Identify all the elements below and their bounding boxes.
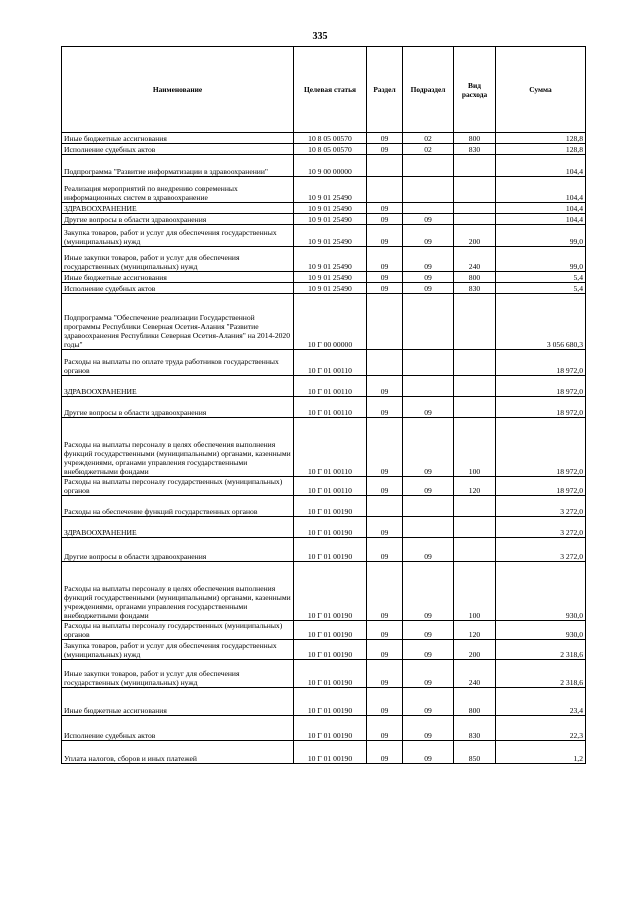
- cell-section: [367, 350, 403, 376]
- cell-amount: 128,8: [496, 144, 586, 155]
- table-header-row: [62, 47, 586, 133]
- cell-amount: 18 972,0: [496, 418, 586, 477]
- cell-target: 10 9 01 25490: [294, 272, 367, 283]
- cell-expense-type: 240: [454, 247, 496, 272]
- cell-subsection: 09: [403, 225, 454, 247]
- header-expense-type: Вид расхода: [454, 47, 496, 133]
- cell-amount: 104,4: [496, 177, 586, 203]
- table-row: [62, 283, 586, 294]
- cell-subsection: [403, 517, 454, 538]
- cell-name: Закупка товаров, работ и услуг для обеспечения государственных (муниципальных) нужд: [62, 225, 294, 247]
- cell-amount: 3 272,0: [496, 538, 586, 562]
- cell-target: 10 Г 01 00110: [294, 477, 367, 496]
- cell-subsection: 09: [403, 741, 454, 764]
- cell-target: 10 8 05 00570: [294, 133, 367, 144]
- header-name: Наименование: [62, 47, 294, 133]
- cell-section: 09: [367, 640, 403, 660]
- cell-subsection: 02: [403, 144, 454, 155]
- table-row: [62, 376, 586, 397]
- cell-subsection: 09: [403, 272, 454, 283]
- table-row: [62, 517, 586, 538]
- cell-section: 09: [367, 225, 403, 247]
- cell-expense-type: 120: [454, 621, 496, 640]
- cell-section: 09: [367, 660, 403, 688]
- cell-expense-type: 100: [454, 418, 496, 477]
- cell-amount: 128,8: [496, 133, 586, 144]
- cell-section: 09: [367, 247, 403, 272]
- cell-section: 09: [367, 397, 403, 418]
- cell-subsection: 09: [403, 716, 454, 741]
- cell-target: 10 Г 01 00190: [294, 517, 367, 538]
- cell-section: 09: [367, 133, 403, 144]
- cell-amount: 18 972,0: [496, 397, 586, 418]
- cell-amount: 5,4: [496, 272, 586, 283]
- cell-subsection: 09: [403, 477, 454, 496]
- cell-target: 10 Г 01 00190: [294, 741, 367, 764]
- table-row: [62, 144, 586, 155]
- cell-target: 10 9 01 25490: [294, 203, 367, 214]
- table-row: [62, 660, 586, 688]
- cell-amount: 2 318,6: [496, 660, 586, 688]
- table-row: [62, 294, 586, 350]
- cell-section: 09: [367, 741, 403, 764]
- cell-section: [367, 177, 403, 203]
- cell-expense-type: 800: [454, 133, 496, 144]
- cell-expense-type: 120: [454, 477, 496, 496]
- cell-name: Иные закупки товаров, работ и услуг для обеспечения государственных (муниципальных) нужд: [62, 660, 294, 688]
- cell-target: 10 9 00 00000: [294, 155, 367, 177]
- header-amount: Сумма: [496, 47, 586, 133]
- cell-expense-type: [454, 203, 496, 214]
- cell-subsection: 09: [403, 247, 454, 272]
- cell-subsection: 09: [403, 538, 454, 562]
- cell-target: 10 9 01 25490: [294, 214, 367, 225]
- cell-amount: 3 056 680,3: [496, 294, 586, 350]
- cell-subsection: [403, 177, 454, 203]
- cell-target: 10 Г 01 00190: [294, 496, 367, 517]
- cell-target: 10 9 01 25490: [294, 225, 367, 247]
- cell-amount: 23,4: [496, 688, 586, 716]
- cell-section: [367, 496, 403, 517]
- table-row: [62, 716, 586, 741]
- cell-target: 10 9 01 25490: [294, 177, 367, 203]
- cell-section: [367, 294, 403, 350]
- cell-section: 09: [367, 621, 403, 640]
- header-section: Раздел: [367, 47, 403, 133]
- table-row: [62, 538, 586, 562]
- cell-section: 09: [367, 716, 403, 741]
- cell-expense-type: [454, 294, 496, 350]
- cell-target: 10 Г 00 00000: [294, 294, 367, 350]
- cell-target: 10 Г 01 00190: [294, 640, 367, 660]
- cell-target: 10 Г 01 00190: [294, 621, 367, 640]
- cell-name: Исполнение судебных актов: [62, 716, 294, 741]
- table-row: [62, 688, 586, 716]
- cell-subsection: 09: [403, 688, 454, 716]
- cell-name: Другие вопросы в области здравоохранения: [62, 538, 294, 562]
- cell-amount: 104,4: [496, 214, 586, 225]
- cell-expense-type: [454, 177, 496, 203]
- cell-target: 10 Г 01 00110: [294, 418, 367, 477]
- budget-table: [61, 46, 586, 764]
- cell-subsection: 09: [403, 397, 454, 418]
- cell-name: Иные закупки товаров, работ и услуг для обеспечения государственных (муниципальных) нужд: [62, 247, 294, 272]
- cell-name: Расходы на обеспечение функций государственных органов: [62, 496, 294, 517]
- cell-name: ЗДРАВООХРАНЕНИЕ: [62, 376, 294, 397]
- cell-target: 10 9 01 25490: [294, 283, 367, 294]
- cell-amount: 99,0: [496, 247, 586, 272]
- table-row: [62, 155, 586, 177]
- cell-subsection: [403, 350, 454, 376]
- cell-amount: 104,4: [496, 155, 586, 177]
- cell-amount: 2 318,6: [496, 640, 586, 660]
- cell-name: Иные бюджетные ассигнования: [62, 272, 294, 283]
- cell-subsection: 02: [403, 133, 454, 144]
- table-row: [62, 562, 586, 621]
- cell-name: Расходы на выплаты персоналу государственных (муниципальных) органов: [62, 621, 294, 640]
- table-row: [62, 350, 586, 376]
- table-row: [62, 418, 586, 477]
- table-row: [62, 477, 586, 496]
- cell-subsection: 09: [403, 283, 454, 294]
- table-row: [62, 203, 586, 214]
- cell-amount: 18 972,0: [496, 376, 586, 397]
- cell-subsection: 09: [403, 214, 454, 225]
- cell-name: Уплата налогов, сборов и иных платежей: [62, 741, 294, 764]
- cell-subsection: [403, 203, 454, 214]
- cell-subsection: 09: [403, 660, 454, 688]
- cell-target: 10 Г 01 00110: [294, 397, 367, 418]
- table-row: [62, 225, 586, 247]
- cell-section: 09: [367, 272, 403, 283]
- cell-expense-type: 850: [454, 741, 496, 764]
- table-row: [62, 177, 586, 203]
- cell-section: 09: [367, 214, 403, 225]
- table-row: [62, 397, 586, 418]
- cell-expense-type: [454, 214, 496, 225]
- cell-expense-type: [454, 397, 496, 418]
- cell-expense-type: 100: [454, 562, 496, 621]
- cell-target: 10 Г 01 00190: [294, 562, 367, 621]
- cell-section: 09: [367, 562, 403, 621]
- cell-amount: 99,0: [496, 225, 586, 247]
- cell-name: Иные бюджетные ассигнования: [62, 133, 294, 144]
- cell-name: Расходы на выплаты по оплате труда работников государственных органов: [62, 350, 294, 376]
- cell-expense-type: [454, 517, 496, 538]
- cell-section: 09: [367, 517, 403, 538]
- table-row: [62, 621, 586, 640]
- cell-amount: 22,3: [496, 716, 586, 741]
- table-row: [62, 640, 586, 660]
- cell-section: 09: [367, 477, 403, 496]
- cell-amount: 3 272,0: [496, 517, 586, 538]
- cell-subsection: 09: [403, 418, 454, 477]
- header-target: Целевая статья: [294, 47, 367, 133]
- cell-name: ЗДРАВООХРАНЕНИЕ: [62, 517, 294, 538]
- cell-expense-type: [454, 538, 496, 562]
- table-body: [62, 133, 586, 764]
- cell-expense-type: [454, 496, 496, 517]
- cell-target: 10 Г 01 00110: [294, 376, 367, 397]
- cell-amount: 930,0: [496, 562, 586, 621]
- cell-subsection: [403, 496, 454, 517]
- cell-subsection: 09: [403, 621, 454, 640]
- table-row: [62, 272, 586, 283]
- cell-section: 09: [367, 418, 403, 477]
- cell-target: 10 9 01 25490: [294, 247, 367, 272]
- cell-amount: 5,4: [496, 283, 586, 294]
- cell-expense-type: 830: [454, 283, 496, 294]
- cell-amount: 1,2: [496, 741, 586, 764]
- cell-name: Подпрограмма "Развитие информатизации в здравоохранении": [62, 155, 294, 177]
- header-subsection: Подраздел: [403, 47, 454, 133]
- cell-target: 10 Г 01 00110: [294, 350, 367, 376]
- cell-expense-type: 800: [454, 688, 496, 716]
- cell-section: 09: [367, 376, 403, 397]
- cell-amount: 104,4: [496, 203, 586, 214]
- cell-section: 09: [367, 203, 403, 214]
- cell-subsection: [403, 155, 454, 177]
- cell-name: Закупка товаров, работ и услуг для обеспечения государственных (муниципальных) нужд: [62, 640, 294, 660]
- table-row: [62, 496, 586, 517]
- cell-amount: 3 272,0: [496, 496, 586, 517]
- cell-section: 09: [367, 283, 403, 294]
- cell-name: Подпрограмма "Обеспечение реализации Государственной программы Республики Северная Осетия-Алания "Развитие здравоохранения Республики Северная Осетия-Алания" на 2014-2020 годы": [62, 294, 294, 350]
- cell-name: ЗДРАВООХРАНЕНИЕ: [62, 203, 294, 214]
- cell-expense-type: [454, 350, 496, 376]
- cell-target: 10 Г 01 00190: [294, 688, 367, 716]
- cell-expense-type: 200: [454, 225, 496, 247]
- cell-name: Расходы на выплаты персоналу в целях обеспечения выполнения функций государственными (муниципальными) органами, казенными учреждениями, органами управления государственными внебюджетными фондами: [62, 562, 294, 621]
- cell-name: Другие вопросы в области здравоохранения: [62, 397, 294, 418]
- page-number: 335: [312, 31, 328, 42]
- cell-expense-type: 240: [454, 660, 496, 688]
- cell-section: [367, 155, 403, 177]
- cell-amount: 930,0: [496, 621, 586, 640]
- cell-name: Исполнение судебных актов: [62, 283, 294, 294]
- cell-expense-type: 830: [454, 716, 496, 741]
- cell-expense-type: 200: [454, 640, 496, 660]
- cell-subsection: 09: [403, 562, 454, 621]
- cell-name: Исполнение судебных актов: [62, 144, 294, 155]
- cell-expense-type: 830: [454, 144, 496, 155]
- cell-target: 10 Г 01 00190: [294, 538, 367, 562]
- cell-subsection: [403, 376, 454, 397]
- cell-subsection: 09: [403, 640, 454, 660]
- cell-name: Реализация мероприятий по внедрению современных информационных систем в здравоохранение: [62, 177, 294, 203]
- cell-section: 09: [367, 538, 403, 562]
- cell-target: 10 8 05 00570: [294, 144, 367, 155]
- cell-section: 09: [367, 144, 403, 155]
- cell-name: Расходы на выплаты персоналу государственных (муниципальных) органов: [62, 477, 294, 496]
- cell-target: 10 Г 01 00190: [294, 660, 367, 688]
- cell-target: 10 Г 01 00190: [294, 716, 367, 741]
- table-row: [62, 741, 586, 764]
- cell-expense-type: 800: [454, 272, 496, 283]
- cell-section: 09: [367, 688, 403, 716]
- table-row: [62, 247, 586, 272]
- cell-amount: 18 972,0: [496, 477, 586, 496]
- table-row: [62, 133, 586, 144]
- cell-expense-type: [454, 376, 496, 397]
- cell-amount: 18 972,0: [496, 350, 586, 376]
- cell-name: Расходы на выплаты персоналу в целях обеспечения выполнения функций государственными (муниципальными) органами, казенными учреждениями, органами управления государственными внебюджетными фондами: [62, 418, 294, 477]
- table-row: [62, 214, 586, 225]
- cell-name: Иные бюджетные ассигнования: [62, 688, 294, 716]
- cell-expense-type: [454, 155, 496, 177]
- cell-subsection: [403, 294, 454, 350]
- cell-name: Другие вопросы в области здравоохранения: [62, 214, 294, 225]
